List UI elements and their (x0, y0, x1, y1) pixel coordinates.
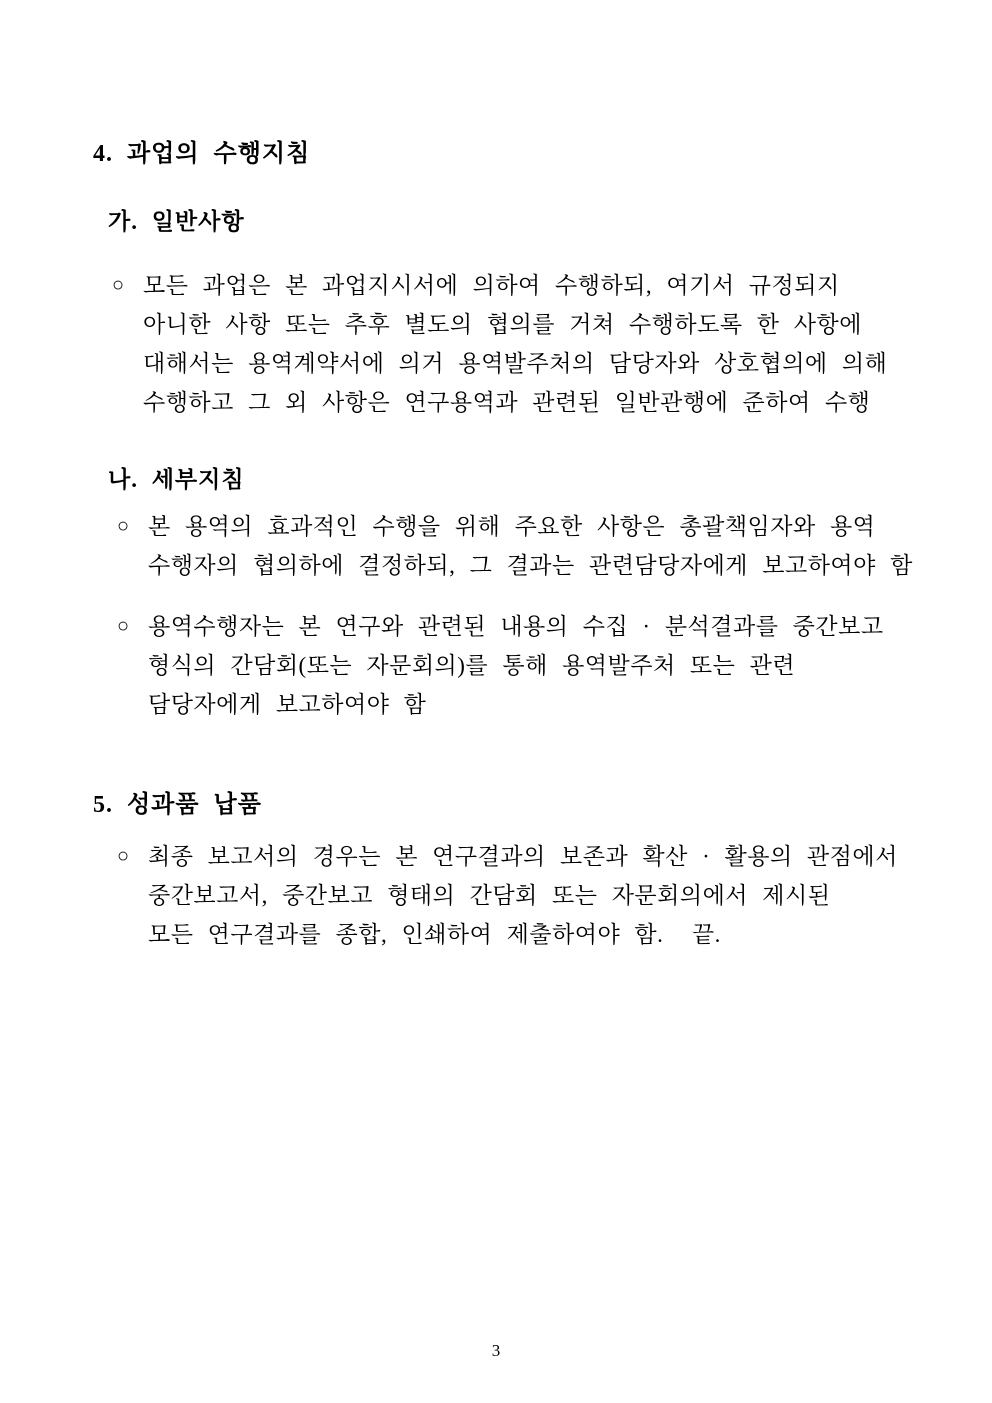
text-line: 형식의 간담회(또는 자문회의)를 통해 용역발주처 또는 관련 (148, 653, 796, 678)
circle-bullet-marker: ○ (117, 615, 130, 637)
bullet-item (112, 266, 890, 422)
text-line: 중간보고서, 중간보고 형태의 간담회 또는 자문회의에서 제시된 (148, 883, 831, 908)
subsection-na-heading: 나. 세부지침 (108, 467, 245, 492)
text-line: 최종 보고서의 경우는 본 연구결과의 보존과 확산 · 활용의 관점에서 (148, 844, 898, 869)
bullet-item (117, 837, 898, 954)
bullet-item (117, 507, 913, 585)
circle-bullet-marker: ○ (112, 274, 125, 296)
text-line: 모든 연구결과를 종합, 인쇄하여 제출하여야 함. 끝. (148, 922, 721, 947)
section-4-heading: 4. 과업의 수행지침 (93, 141, 311, 167)
subsection-ga-heading: 가. 일반사항 (108, 209, 245, 234)
bullet-item (117, 607, 890, 724)
circle-bullet-marker: ○ (117, 845, 130, 867)
bullet-text (148, 507, 913, 585)
text-line: 담당자에게 보고하여야 함 (148, 692, 427, 717)
bullet-text (148, 837, 898, 954)
text-line: 아니한 사항 또는 추후 별도의 협의를 거쳐 수행하도록 한 사항에 (143, 312, 862, 337)
text-line: 용역수행자는 본 연구와 관련된 내용의 수집 · 분석결과를 중간보고 (148, 614, 884, 639)
section-5-heading: 5. 성과품 납품 (93, 792, 262, 818)
bullet-text (148, 607, 890, 724)
circle-bullet-marker: ○ (117, 515, 130, 537)
text-line: 대해서는 용역계약서에 의거 용역발주처의 담당자와 상호협의에 의해 (143, 351, 888, 376)
page-number: 3 (491, 1341, 501, 1360)
text-line: 모든 과업은 본 과업지시서에 의하여 수행하되, 여기서 규정되지 (143, 273, 840, 298)
bullet-text (143, 266, 890, 422)
text-line: 수행자의 협의하에 결정하되, 그 결과는 관련담당자에게 보고하여야 함 (148, 553, 913, 578)
text-line: 수행하고 그 외 사항은 연구용역과 관련된 일반관행에 준하여 수행 (143, 390, 871, 415)
text-line: 본 용역의 효과적인 수행을 위해 주요한 사항은 총괄책임자와 용역 (148, 514, 876, 539)
